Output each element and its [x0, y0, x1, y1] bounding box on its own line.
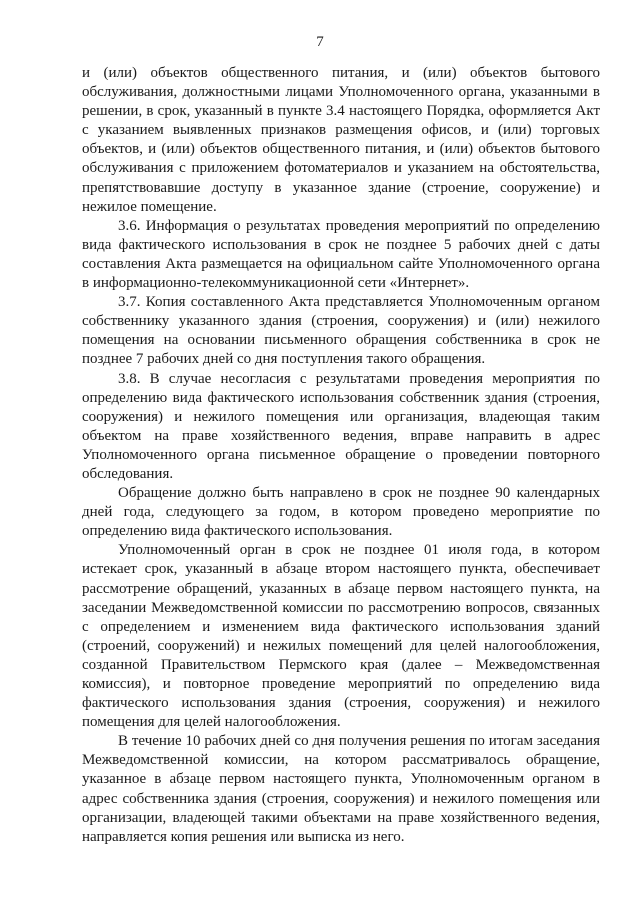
paragraph-3-8: 3.8. В случае несогласия с результатами проведения мероприятия по определению вида фактического использования собственник здания (строения, сооружения) и нежилого помещения или организация, владеющая таким объектом на праве хозяйственного ведения, вправе направить в адрес Уполномоченного органа письменное обращение о проведении повторного обследования.	[82, 370, 600, 482]
paragraph-commission-review: Уполномоченный орган в срок не позднее 01 июля года, в котором истекает срок, указанный в абзаце втором настоящего пункта, обеспечивает рассмотрение обращений, указанных в абзаце первом настоящего пункта, на заседании Межведомственной комиссии по рассмотрению вопросов, связанных с определением и изменением вида фактического использования зданий (строений, сооружений) и нежилых помещений для целей налогообложения, созданной Правительством Пермского края (далее – Межведомственная комиссия), и повторное проведение мероприятий по определению вида фактического использования здания (строения, сооружения) и нежилого помещения для целей налогообложения.	[82, 542, 600, 731]
paragraph-decision-copy: В течение 10 рабочих дней со дня получения решения по итогам заседания Межведомственной комиссии, на котором рассматривалось обращение, указанное в абзаце первом настоящего пункта, Уполномоченным органом в адрес собственника здания (строения, сооружения) и нежилого помещения или организации, владеющей такими объектами на праве хозяйственного ведения, направляется копия решения или выписка из него.	[82, 733, 600, 845]
paragraph-3-7: 3.7. Копия составленного Акта представляется Уполномоченным органом собственнику указанного здания (строения, сооружения) и (или) нежилого помещения на основании письменного обращения собственника в срок не позднее 7 рабочих дней со дня поступления такого обращения.	[82, 294, 600, 368]
document-body	[82, 64, 600, 847]
page-number: 7	[316, 34, 324, 50]
paragraph-3-6: 3.6. Информация о результатах проведения мероприятий по определению вида фактического использования в срок не позднее 5 рабочих дней с даты составления Акта размещается на официальном сайте Уполномоченного органа в информационно-телекоммуникационной сети «Интернет».	[82, 217, 600, 292]
paragraph-continuation: и (или) объектов общественного питания, и (или) объектов бытового обслуживания, должностными лицами Уполномоченного органа, указанными в решении, в срок, указанный в пункте 3.4 настоящего Порядка, оформляется Акт с указанием выявленных признаков размещения офисов, и (или) торговых объектов, и (или) объектов общественного питания, и (или) объектов бытового обслуживания с приложением фотоматериалов и указанием на обстоятельства, препятствовавшие доступу в указанное здание (строение, сооружение) и нежилое помещение.	[82, 65, 600, 215]
paragraph-appeal-deadline: Обращение должно быть направлено в срок не позднее 90 календарных дней года, следующего за годом, в котором проведено мероприятие по определению вида фактического использования.	[82, 485, 600, 540]
